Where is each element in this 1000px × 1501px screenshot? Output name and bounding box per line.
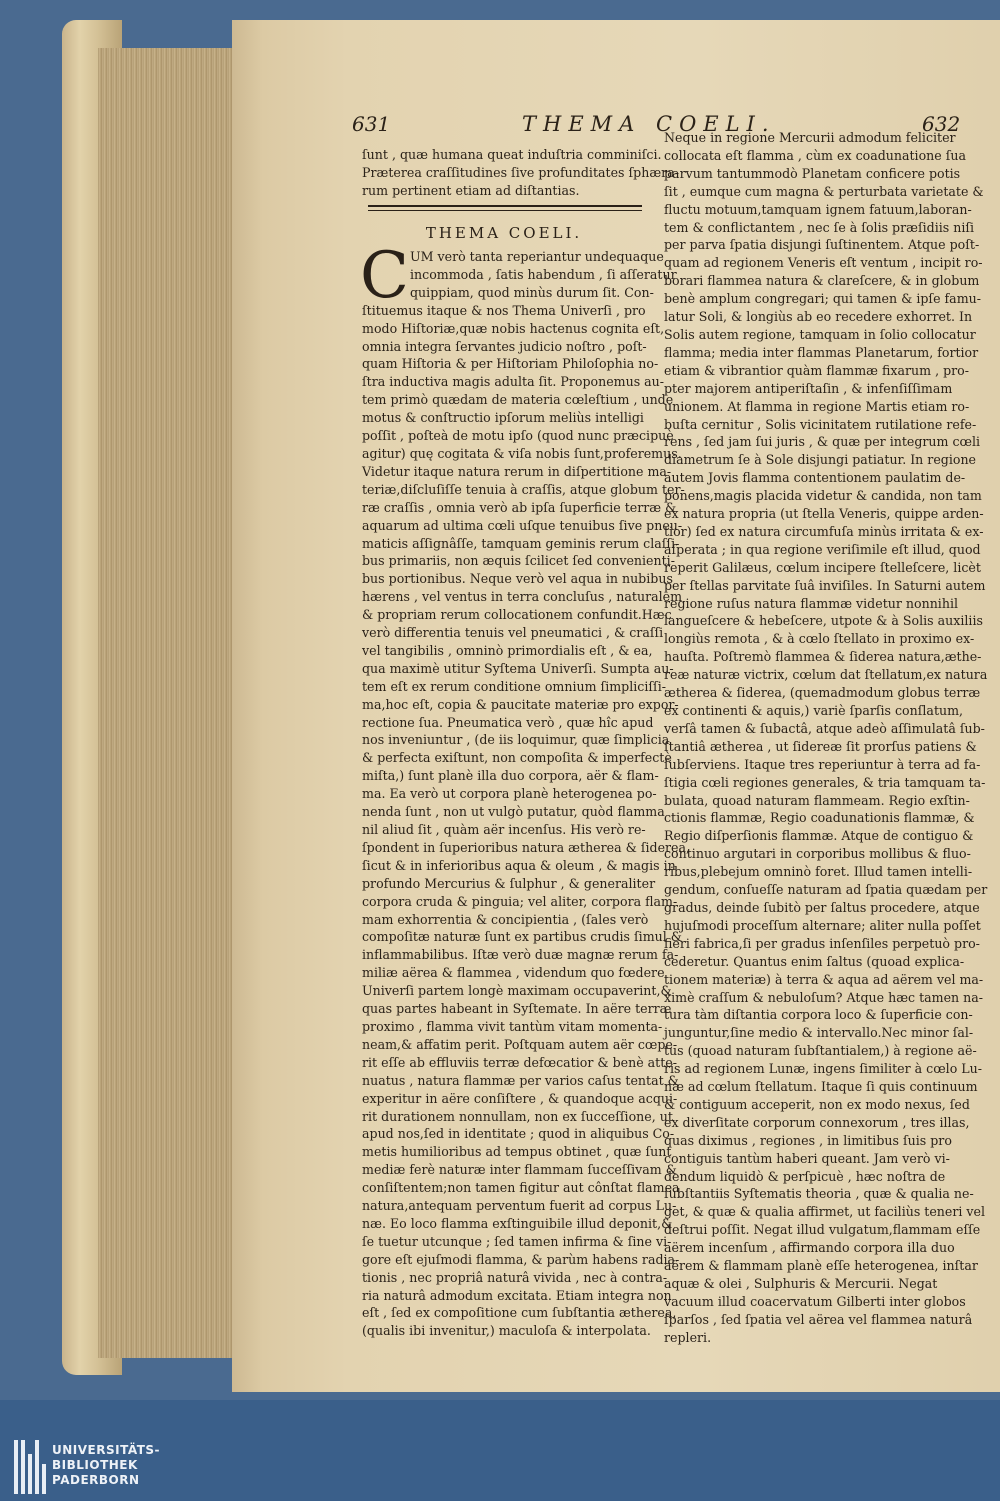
- text-line: ætherea & ſiderea, (quemadmodum globus terræ: [664, 685, 981, 701]
- text-line: hujuſmodi proceſſum alternare; aliter nulla poſſet: [664, 917, 981, 933]
- text-line: gore eſt ejuſmodi flamma, & parùm habens radia-: [362, 1251, 680, 1267]
- text-line: ſit , eumque cum magna & perturbata varietate &: [664, 183, 984, 199]
- text-line: ſtigia cœli regiones generales, & tria tamquam ta-: [664, 774, 986, 790]
- text-line: compoſitæ naturæ ſunt ex partibus crudis ſimul &: [362, 929, 683, 945]
- text-line: metis humilioribus ad tempus obtinet , quæ ſunt: [362, 1144, 672, 1160]
- text-line: pter majorem antiperiſtaſin , & infenſiſſimam: [664, 380, 953, 396]
- text-line: mam exhorrentia & concipientia , (ſales verò: [362, 911, 649, 927]
- text-line: næ. Eo loco flamma exſtinguibile illud deponit,&: [362, 1215, 673, 1231]
- text-line: junguntur,ſine medio & intervallo.Nec minor ſal-: [664, 1025, 974, 1041]
- text-line: Præterea craſſitudines ſive profunditates ſphæra-: [362, 164, 679, 180]
- text-line: ex continenti & aquis,) variè ſparſis conſlatum,: [664, 703, 964, 718]
- library-name-line1: UNIVERSITÄTS-: [52, 1443, 161, 1457]
- text-line: miliæ aërea & flammea , videndum quo fœdere: [362, 965, 665, 981]
- text-line: rectione ſua. Pneumatica verò , quæ hîc apud: [362, 714, 654, 730]
- text-line: neam,& affatim perit. Poſtquam autem aër cœpe-: [362, 1036, 678, 1052]
- text-line: apud nos,ſed in identitate ; quod in aliquibus Co-: [362, 1126, 675, 1142]
- text-line: collocata eſt flamma , cùm ex coadunatione ſua: [664, 147, 967, 163]
- text-line: ræ craſſis , omnia verò ab ipſa ſuperficie terræ &: [362, 499, 677, 515]
- text-line: ponens,magis placida videtur & candida, non tam: [664, 488, 982, 504]
- divider-rule: [368, 205, 642, 207]
- running-title-left: THEMA: [522, 112, 642, 136]
- text-line: ria naturâ admodum excitata. Etiam integra non: [362, 1287, 672, 1303]
- text-line: teriæ,diſcluſiſſe tenuia à craſſis, atque globum ter-: [362, 481, 685, 497]
- text-line: etiam & vibrantior quàm flammæ fixarum , pro-: [664, 362, 970, 378]
- text-line: longiùs remota , & à cœlo ſtellato in proximo ex-: [664, 631, 975, 647]
- text-line: ſtituemus itaque & nos Thema Univerſi , pro: [362, 302, 646, 318]
- text-line: (qualis ibi invenitur,) maculoſa & interpolata.: [362, 1323, 651, 1339]
- text-line: buſta cernitur , Solis vicinitatem rutilatione refe-: [664, 416, 977, 432]
- text-line: bus primariis, non æquis ſcilicet ſed convenienti-: [362, 553, 675, 569]
- text-line: borari flammea natura & clareſcere, & in globum: [664, 273, 980, 289]
- text-line: nil aliud ſit , quàm aër incenſus. His verò re-: [362, 822, 646, 837]
- text-line: tionem materiæ) à terra & aqua ad aërem vel ma-: [664, 971, 984, 987]
- section-title: THEMA COELI.: [425, 224, 583, 242]
- text-line: reæ naturæ victrix, cœlum dat ſtellatum,ex natura: [664, 667, 988, 683]
- left-intro: [362, 146, 679, 200]
- text-line: per parva ſpatia disjungi ſuſtinentem. Atque poſt-: [664, 237, 980, 253]
- text-line: miſta,) ſunt planè illa duo corpora, aër & flam-: [362, 768, 659, 784]
- text-line: ſubſerviens. Itaque tres reperiuntur à terra ad fa-: [664, 756, 981, 772]
- text-line: eſt , ſed ex compoſitione cum ſubſtantia ætherea,: [362, 1305, 677, 1321]
- text-line: experitur in aëre conſiſtere , & quandoque acqui-: [362, 1090, 678, 1106]
- text-line: UM verò tanta reperiantur undequaque: [410, 249, 664, 264]
- library-name-line2: BIBLIOTHEK: [52, 1458, 138, 1472]
- text-line: tus (quoad naturam ſubſtantialem,) à regione aë-: [664, 1043, 977, 1059]
- text-line: tionis , nec propriâ naturâ vivida , nec à contra-: [362, 1269, 668, 1285]
- running-title-right: COELI.: [656, 112, 776, 136]
- text-line: Videtur itaque natura rerum in diſpertitione ma-: [362, 463, 672, 479]
- text-line: ex diverſitate corporum connexorum , tres illas,: [664, 1114, 970, 1130]
- text-line: inflammabilibus. Iſtæ verò duæ magnæ rerum fa-: [362, 947, 679, 963]
- text-line: benè amplum congregari; qui tamen & ipſe famu-: [664, 291, 982, 307]
- text-line: regione ruſus natura flammæ videtur nonnihil: [664, 595, 958, 611]
- text-line: ſparſos , ſed ſpatia vel aërea vel flammea naturâ: [664, 1311, 973, 1327]
- text-line: bulata, quoad naturam flammeam. Regio exſtin-: [664, 792, 970, 808]
- text-line: aſperata ; in qua regione veriſimile eſt illud, quod: [664, 541, 981, 557]
- page-stack: [98, 48, 238, 1358]
- text-line: & contiguum acceperit, non ex modo nexus, ſed: [664, 1096, 970, 1112]
- drop-cap: C: [360, 239, 409, 313]
- text-line: qua maximè utitur Syſtema Univerſi. Sumpta au-: [362, 660, 674, 676]
- page-number-right: 632: [922, 112, 961, 136]
- text-line: incommoda , ſatis habendum , ſi aſſeratur: [410, 266, 677, 282]
- library-logo-icon: [14, 1440, 48, 1494]
- text-line: Regio diſperſionis flammæ. Atque de contiguo &: [664, 828, 974, 844]
- text-line: autem Jovis flamma contentionem paulatim de-: [664, 470, 966, 486]
- text-line: unionem. At flamma in regione Martis etiam ro-: [664, 398, 970, 414]
- page-number-left: 631: [352, 112, 391, 136]
- text-line: ris ad regionem Lunæ, ingens ſimiliter à cœlo Lu-: [664, 1061, 983, 1077]
- text-line: quippiam, quod minùs durum ſit. Con-: [410, 284, 654, 300]
- text-line: rit durationem nonnullam, non ex ſucceſſione, ut: [362, 1108, 673, 1124]
- text-line: ſicut & in inferioribus aqua & oleum , & magis in: [362, 857, 676, 873]
- text-line: Solis autem regione, tamquam in ſolio collocatur: [664, 326, 976, 342]
- text-line: næ ad cœlum ſtellatum. Itaque ſi quis continuum: [664, 1079, 978, 1095]
- text-line: hauſta. Poſtremò flammea & ſiderea natura,æthe-: [664, 649, 982, 665]
- text-line: hærens , vel ventus in terra concluſus , naturalem: [362, 589, 683, 605]
- text-line: poſſit , poſteà de motu ipſo (quod nunc præcipuè: [362, 428, 674, 444]
- text-line: contiguis tantùm haberi queant. Jam verò vi-: [664, 1150, 950, 1166]
- text-line: & perfecta exiſtunt, non compoſita & imperfectè: [362, 750, 672, 766]
- text-line: ribus,plebejum omninò foret. Illud tamen intelli-: [664, 864, 973, 880]
- text-line: omnia integra ſervantes judicio noſtro , poſt-: [362, 338, 647, 354]
- text-line: vel tangibilis , omninò primordialis eſt , & ea,: [362, 642, 653, 658]
- text-line: ctionis flammæ, Regio coadunationis flammæ, &: [664, 810, 975, 826]
- text-line: quas diximus , regiones , in limitibus ſuis pro: [664, 1132, 952, 1148]
- text-line: nenda ſunt , non ut vulgò putatur, quòd flamma: [362, 804, 665, 820]
- text-line: ſe tuetur utcunque ; ſed tamen infirma & ſine vi-: [362, 1233, 672, 1249]
- text-line: ximè craſſum & nebuloſum? Atque hæc tamen na-: [664, 989, 984, 1005]
- left-column-body: [360, 239, 691, 1340]
- text-line: fluctu motuum,tamquam ignem fatuum,laboran-: [664, 201, 972, 217]
- text-line: motus & conſtructio ipſorum meliùs intelligi: [362, 410, 644, 426]
- text-line: flamma; media inter flammas Planetarum, fortior: [664, 344, 979, 360]
- text-line: gradus, deinde ſubitò per ſaltus procedere, atque: [664, 899, 980, 915]
- text-line: deſtrui poſſit. Negat illud vulgatum,flammam eſſe: [664, 1222, 981, 1238]
- text-line: rum pertinent etiam ad diſtantias.: [362, 182, 580, 198]
- text-line: aquarum ad ultima cœli uſque tenuibus ſive pneu-: [362, 517, 683, 533]
- text-line: nos inveniuntur , (de iis loquimur, quæ ſimplicia: [362, 732, 670, 748]
- text-line: aërem & flammam planè eſſe heterogenea, inſtar: [664, 1258, 978, 1274]
- text-line: agitur) quę cogitata & viſa nobis ſunt,proferemus.: [362, 445, 682, 461]
- text-line: modo Hiſtoriæ,quæ nobis hactenus cognita eſt,: [362, 320, 665, 336]
- text-line: diametrum ſe à Sole disjungi patiatur. In regione: [664, 452, 977, 468]
- text-line: ex natura propria (ut ſtella Veneris, quippe arden-: [664, 506, 984, 522]
- divider-rule-thin: [368, 210, 642, 211]
- text-line: Univerſi partem longè maximam occupaverint,&: [362, 983, 672, 999]
- text-line: maticis aſſignâſſe, tamquam geminis rerum claſſi-: [362, 535, 680, 551]
- text-line: mediæ ferè naturæ inter flammam ſucceſſivam &: [362, 1162, 677, 1178]
- text-line: dendum liquidò & perſpicuè , hæc noſtra de: [664, 1168, 946, 1184]
- right-column-body: [664, 129, 988, 1347]
- text-line: & propriam rerum collocationem confundit.Hæc: [362, 607, 672, 623]
- text-line: ſtantiâ ætherea , ut ſidereæ ſit prorſus patiens &: [664, 738, 977, 754]
- text-line: nuatus , natura flammæ per varios caſus tentat &: [362, 1072, 679, 1088]
- text-line: tior) ſed ex natura circumfuſa minùs irritata & ex-: [664, 523, 984, 539]
- text-line: profundo Mercurius & ſulphur , & generaliter: [362, 875, 656, 891]
- text-line: parvum tantummodò Planetam conficere potis: [664, 165, 961, 181]
- text-line: gendum, conſueſſe naturam ad ſpatia quædam per: [664, 882, 988, 898]
- text-line: proximo , flamma vivit tantùm vitam momenta-: [362, 1018, 663, 1034]
- text-line: aërem incenſum , affirmando corpora illa duo: [664, 1240, 955, 1256]
- text-line: latur Soli, & longiùs ab eo recedere exhorret. In: [664, 309, 973, 325]
- text-line: reperit Galilæus, cœlum incipere ſtelleſcere, licèt: [664, 559, 981, 575]
- text-line: ſubſtantiis Syſtematis theoria , quæ & qualia ne-: [664, 1186, 974, 1202]
- text-line: quam ad regionem Veneris eſt ventum , incipit ro-: [664, 255, 983, 271]
- text-line: cederetur. Quantus enim ſaltus (quoad explica-: [664, 953, 965, 969]
- text-line: Neque in regione Mercurii admodum feliciter: [664, 130, 956, 145]
- text-line: rens , ſed jam ſui juris , & quæ per integrum cœli: [664, 434, 981, 450]
- text-line: rit eſſe ab effluviis terræ defœcatior & benè atte-: [362, 1054, 678, 1070]
- text-line: natura,antequam perventum fuerit ad corpus Lu-: [362, 1198, 677, 1214]
- text-line: quam Hiſtoria & per Hiſtoriam Philoſophia no-: [362, 356, 659, 372]
- text-line: langueſcere & hebeſcere, utpote & à Solis auxiliis: [664, 613, 983, 629]
- text-line: per ſtellas parvitate ſuâ inviſiles. In Saturni autem: [664, 577, 986, 593]
- text-line: ma,hoc eſt, copia & paucitate materiæ pro expor-: [362, 696, 679, 712]
- text-line: aquæ & olei , Sulphuris & Mercurii. Negat: [664, 1276, 938, 1291]
- text-line: conſiſtentem;non tamen figitur aut cônſtat flamea: [362, 1180, 680, 1196]
- text-line: fieri fabrica,ſi per gradus inſenſiles perpetuò pro-: [664, 935, 980, 951]
- text-line: tura tàm diſtantia corpora loco & ſuperficie con-: [664, 1007, 973, 1023]
- text-line: ſunt , quæ humana queat induſtria comminiſci.: [362, 147, 662, 162]
- text-line: corpora cruda & pinguia; vel aliter, corpora flam-: [362, 893, 678, 909]
- library-name-line3: PADERBORN: [52, 1473, 140, 1487]
- text-line: tem primò quædam de materia cœleſtium , unde: [362, 392, 674, 408]
- text-line: bus portionibus. Neque verò vel aqua in nubibus: [362, 571, 673, 587]
- text-line: verſâ tamen & ſubactâ, atque adeò aſſimulatâ ſub-: [664, 720, 985, 736]
- text-line: tem eſt ex rerum conditione omnium ſimpliciſſi-: [362, 678, 666, 694]
- text-line: tem & conflictantem , nec ſe à ſolis præſidiis niſi: [664, 219, 975, 235]
- text-line: get, & quæ & qualia affirmet, ut faciliùs teneri vel: [664, 1204, 986, 1220]
- text-line: verò differentia tenuis vel pneumatici , & craſſi: [362, 625, 664, 641]
- text-line: quas partes habeant in Syſtemate. In aëre terræ: [362, 1001, 672, 1017]
- text-line: ma. Ea verò ut corpora planè heterogenea po-: [362, 786, 657, 802]
- text-line: vacuum illud coacervatum Gilberti inter globos: [664, 1293, 966, 1309]
- text-line: ſpondent in ſuperioribus natura ætherea & ſiderea,: [362, 839, 691, 855]
- text-line: repleri.: [664, 1329, 712, 1345]
- text-line: ſtra inductiva magis adulta ſit. Proponemus au-: [362, 374, 665, 390]
- text-line: continuo argutari in corporibus mollibus & fluo-: [664, 846, 971, 862]
